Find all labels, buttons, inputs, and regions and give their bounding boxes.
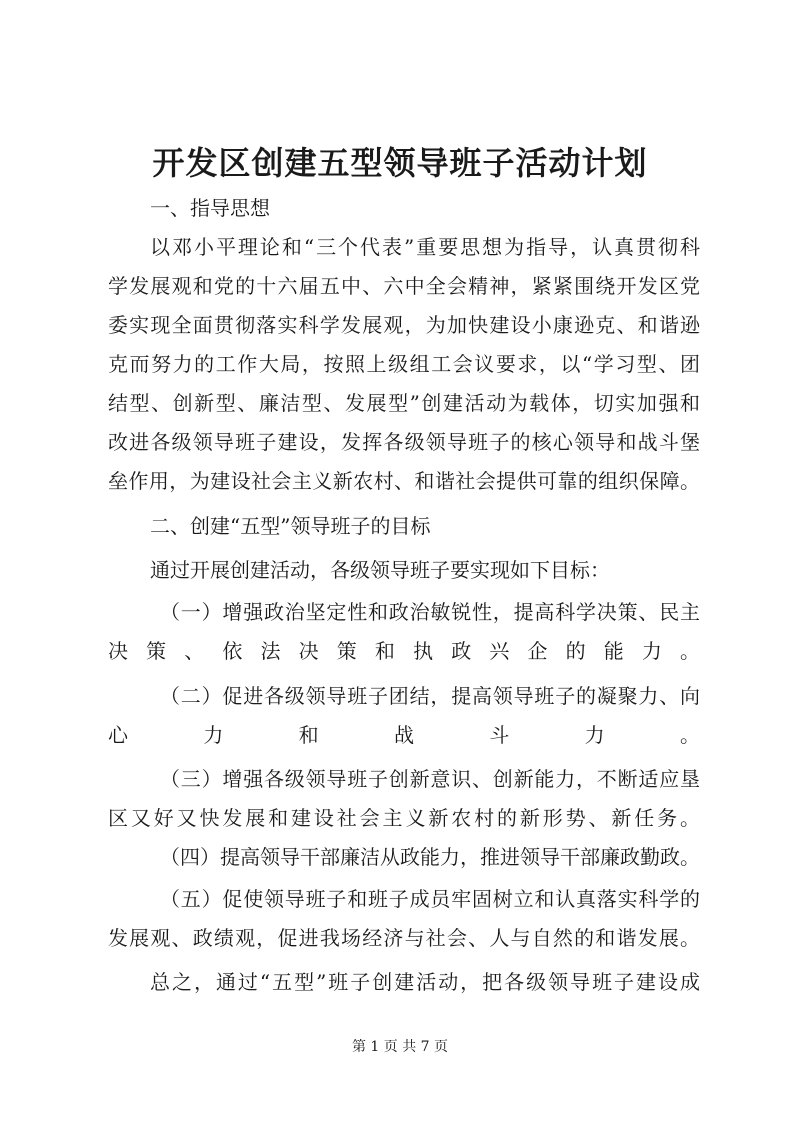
goal-item-2-cont: 心力和战斗力。 <box>108 723 700 747</box>
paragraph-line: 学发展观和党的十六届五中、六中全会精神，紧紧围绕开发区党 <box>108 274 700 298</box>
paragraph-line: 结型、创新型、廉洁型、发展型”创建活动为载体，切实加强和 <box>108 391 700 415</box>
section-heading-guiding-ideology: 一、指导思想 <box>150 196 270 220</box>
paragraph-line: 以邓小平理论和“三个代表”重要思想为指导，认真贯彻科 <box>150 235 700 259</box>
summary-line: 总之，通过“五型”班子创建活动，把各级领导班子建设成 <box>150 970 700 994</box>
goal-item-5: （五）促使领导班子和班子成员牢固树立和认真落实科学的 <box>160 887 700 911</box>
goal-item-5-cont: 发展观、政绩观，促进我场经济与社会、人与自然的和谐发展。 <box>108 926 700 950</box>
goals-intro: 通过开展创建活动，各级领导班子要实现如下目标： <box>150 558 610 582</box>
goal-item-1-cont: 决策、依法决策和执政兴企的能力。 <box>108 639 700 663</box>
document-title: 开发区创建五型领导班子活动计划 <box>152 144 648 182</box>
page-indicator: 第 1 页 共 7 页 <box>351 1039 449 1055</box>
goal-item-1: （一）增强政治坚定性和政治敏锐性，提高科学决策、民主 <box>160 600 700 624</box>
paragraph-line: 垒作用，为建设社会主义新农村、和谐社会提供可靠的组织保障。 <box>108 469 700 493</box>
paragraph-line: 克而努力的工作大局，按照上级组工会议要求，以“学习型、团 <box>108 352 700 376</box>
section-heading-goals: 二、创建“五型”领导班子的目标 <box>150 514 431 538</box>
goal-item-4: （四）提高领导干部廉洁从政能力，推进领导干部廉政勤政。 <box>160 845 700 869</box>
paragraph-line: 委实现全面贯彻落实科学发展观，为加快建设小康逊克、和谐逊 <box>108 313 700 337</box>
paragraph-line: 改进各级领导班子建设，发挥各级领导班子的核心领导和战斗堡 <box>108 430 700 454</box>
goal-item-2: （二）促进各级领导班子团结，提高领导班子的凝聚力、向 <box>160 684 700 708</box>
goal-item-3-cont: 区又好又快发展和建设社会主义新农村的新形势、新任务。 <box>108 806 700 830</box>
goal-item-3: （三）增强各级领导班子创新意识、创新能力，不断适应垦 <box>160 767 700 791</box>
